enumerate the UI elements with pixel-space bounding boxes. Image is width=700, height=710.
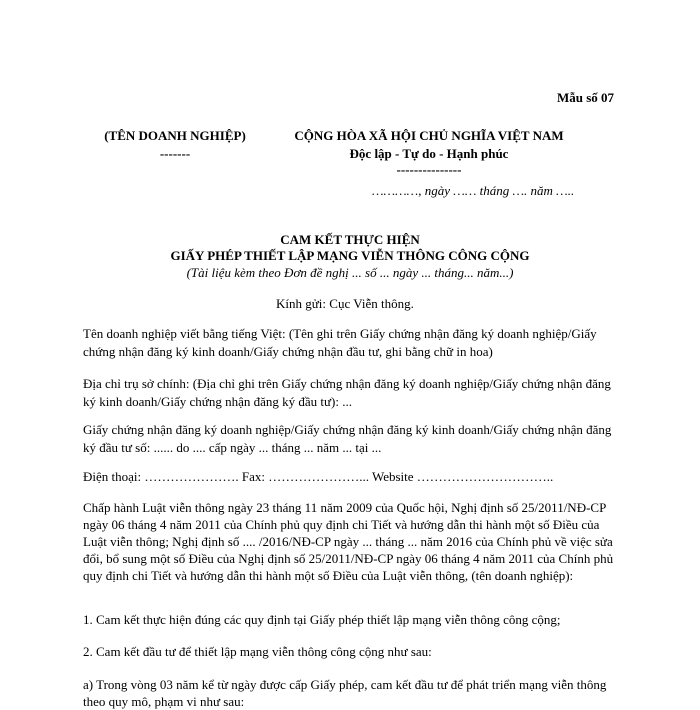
document-title-line2: GIẤY PHÉP THIẾT LẬP MẠNG VIỄN THÔNG CÔNG CỘNG [170, 248, 530, 263]
form-number: Mẫu số 07 [557, 90, 615, 105]
commitment-item-2: 2. Cam kết đầu tư để thiết lập mạng viễn thông công cộng như sau: [83, 644, 432, 659]
document-title-note: (Tài liệu kèm theo Đơn đề nghị ... số ... ngày ... tháng... năm...) [186, 265, 514, 280]
country-title: CỘNG HÒA XÃ HỘI CHỦ NGHĨA VIỆT NAM [294, 128, 564, 143]
company-name-paragraph: Tên doanh nghiệp viết bằng tiếng Việt: (Tên ghi trên Giấy chứng nhận đăng ký doanh nghiệp/Giấy chứng nhận đăng ký kinh doanh/Giấy chứng nhận đầu tư, ghi bằng chữ in hoa) [83, 326, 597, 359]
right-divider: --------------- [396, 162, 462, 177]
registration-paragraph: Giấy chứng nhận đăng ký doanh nghiệp/Giấy chứng nhận đăng ký kinh doanh/Giấy chứng nhận đăng ký đầu tư số: ...... do .... cấp ngày ... tháng ... năm ... tại ... [83, 422, 612, 455]
left-divider: ------- [159, 146, 191, 161]
address-paragraph: Địa chỉ trụ sở chính: (Địa chỉ ghi trên Giấy chứng nhận đăng ký doanh nghiệp/Giấy chứng nhận đăng ký kinh doanh/Giấy chứng nhận đăng ký đầu tư): ... [83, 376, 611, 409]
contact-line: Điện thoại: …………………. Fax: …………………... Website ………………………….. [83, 469, 554, 484]
commitment-item-1: 1. Cam kết thực hiện đúng các quy định tại Giấy phép thiết lập mạng viễn thông công cộng; [83, 612, 561, 627]
document-title-line1: CAM KẾT THỰC HIỆN [280, 232, 420, 247]
date-line: …………, ngày …… tháng …. năm ….. [372, 183, 575, 198]
commitment-item-2a: a) Trong vòng 03 năm kể từ ngày được cấp Giấy phép, cam kết đầu tư để phát triển mạng viễn thông theo quy mô, phạm vi như sau: [83, 677, 607, 709]
legal-basis-paragraph: Chấp hành Luật viễn thông ngày 23 tháng 11 năm 2009 của Quốc hội, Nghị định số 25/2011/NĐ-CP ngày 06 tháng 4 năm 2011 của Chính phủ quy định chi Tiết và hướng dẫn thi hành một số Điều của Luật viễn thông; Nghị định số .... /2016/NĐ-CP ngày ... tháng ... năm 2016 của Chính phủ về việc sửa đổi, bổ sung một số Điều của Nghị định số 25/2011/NĐ-CP ngày 06 tháng 4 năm 2011 của Chính phủ quy định chi Tiết và hướng dẫn thi hành một số Điều của Luật viễn thông, (tên doanh nghiệp): [83, 500, 614, 583]
company-name-placeholder: (TÊN DOANH NGHIỆP) [104, 128, 246, 143]
salutation: Kính gửi: Cục Viễn thông. [276, 296, 414, 311]
motto: Độc lập - Tự do - Hạnh phúc [349, 146, 509, 161]
